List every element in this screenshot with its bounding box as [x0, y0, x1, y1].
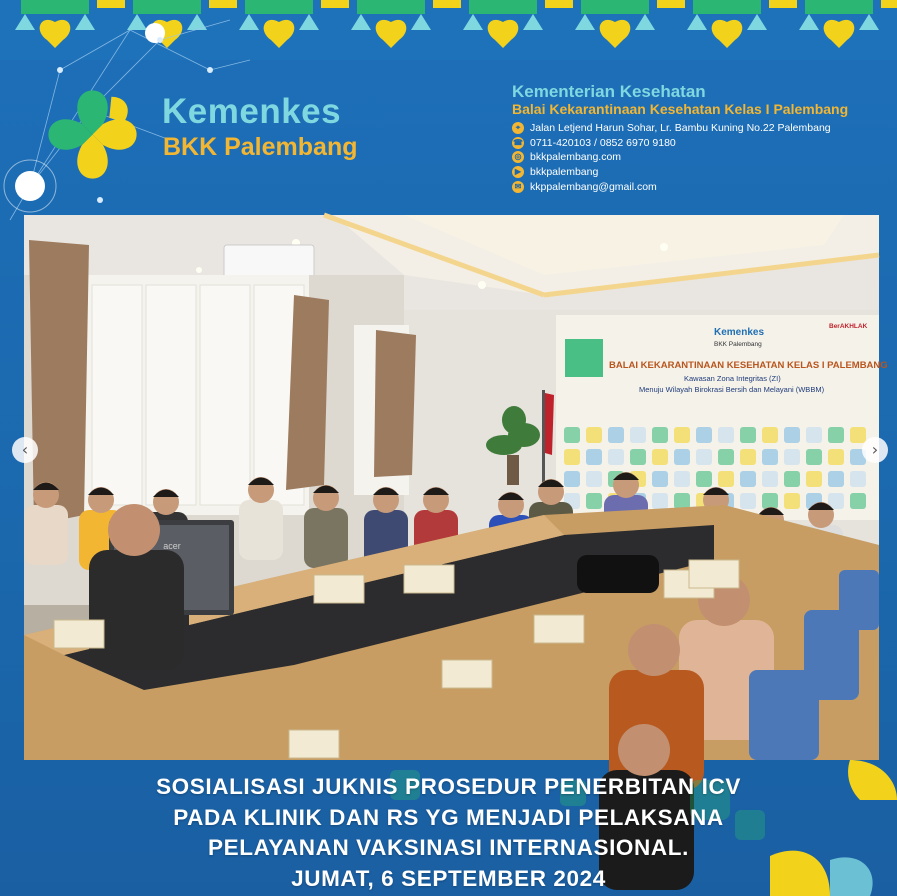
banner-line2: Menuju Wilayah Birokrasi Bersih dan Melayani (WBBM) [639, 385, 825, 394]
banner-tile [674, 427, 690, 443]
banner-tile [850, 493, 866, 509]
banner-tile [630, 427, 646, 443]
monitor-brand: acer [163, 541, 181, 551]
contact-address: ⌖ Jalan Letjend Harun Sohar, Lr. Bambu Kuning No.22 Palembang [512, 121, 831, 136]
banner-tile [696, 449, 712, 465]
phone-icon: ☎ [513, 137, 523, 147]
banner-tile [850, 471, 866, 487]
banner-tile [674, 449, 690, 465]
banner-tile [740, 449, 756, 465]
banner-tile [762, 427, 778, 443]
snack-box [534, 615, 584, 643]
banner-tile [696, 427, 712, 443]
snack-box [689, 560, 739, 588]
banner-tile [762, 471, 778, 487]
next-image-button[interactable]: › [862, 437, 888, 463]
banner-tile [608, 427, 624, 443]
prev-image-button[interactable]: ‹ [12, 437, 38, 463]
contact-website: ◎ bkkpalembang.com [512, 150, 831, 165]
banner-tile [740, 471, 756, 487]
caption-line-1: SOSIALISASI JUKNIS PROSEDUR PENERBITAN ICV [156, 774, 741, 799]
banner-tile [652, 427, 668, 443]
banner-tile [564, 427, 580, 443]
banner-tile [608, 449, 624, 465]
banner-tile [718, 427, 734, 443]
contact-youtube: ▶ bkkpalembang [512, 165, 831, 180]
banner-tile [652, 449, 668, 465]
banner-tile [784, 427, 800, 443]
ministry-name: Kementerian Kesehatan [512, 82, 706, 101]
banner-logo-text: Kemenkes [714, 327, 765, 338]
banner-tile [740, 493, 756, 509]
snack-box [54, 620, 104, 648]
snack-box [289, 730, 339, 758]
brand-unit: BKK Palembang [163, 133, 358, 161]
caption-line-4: JUMAT, 6 SEPTEMBER 2024 [291, 865, 606, 891]
snack-box [442, 660, 492, 688]
kemenkes-logo-icon [40, 82, 145, 187]
banner-tile [784, 449, 800, 465]
contact-phone: ☎ 0711-420103 / 0852 6970 9180 [513, 136, 676, 149]
banner-tile [674, 471, 690, 487]
banner-tile [784, 471, 800, 487]
banner-tile [762, 449, 778, 465]
snack-box [314, 575, 364, 603]
banner-tile [630, 449, 646, 465]
banner-tile [586, 493, 602, 509]
meeting-room-scene [24, 215, 888, 760]
contact-email: ✉ kkppalembang@gmail.com [512, 179, 831, 194]
youtube-icon: ▶ [512, 166, 524, 178]
banner-tile [828, 449, 844, 465]
banner-tile [828, 427, 844, 443]
contact-list [512, 121, 831, 194]
banner-badge: BerAKHLAK [829, 323, 868, 330]
banner-tile [850, 427, 866, 443]
banner-logo-sub: BKK Palembang [714, 341, 762, 348]
meeting-photo [21, 215, 888, 760]
banner-tile [828, 471, 844, 487]
banner-tile [586, 449, 602, 465]
banner-tile [696, 471, 712, 487]
banner-tile [806, 471, 822, 487]
banner-tile [718, 449, 734, 465]
banner-title: BALAI KEKARANTINAAN KESEHATAN KELAS I PALEMBANG [609, 360, 888, 371]
banner-tile [806, 449, 822, 465]
banner-tile [652, 471, 668, 487]
caption-line-3: PELAYANAN VAKSINASI INTERNASIONAL. [208, 835, 689, 860]
banner-tile [762, 493, 778, 509]
snack-box [404, 565, 454, 593]
location-icon: ⌖ [512, 122, 524, 134]
banner-tile [806, 427, 822, 443]
banner-tile [564, 449, 580, 465]
caption-line-2: PADA KLINIK DAN RS YG MENJADI PELAKSANA [173, 804, 724, 830]
banner-tile [652, 493, 668, 509]
banner-tile [674, 493, 690, 509]
caption [0, 772, 897, 894]
banner-tile [718, 471, 734, 487]
banner-tile [586, 427, 602, 443]
office-name: Balai Kekarantinaan Kesehatan Kelas I Palembang [512, 101, 849, 117]
songkok-cap [577, 555, 659, 593]
banner-line1: Kawasan Zona Integritas (ZI) [684, 374, 781, 383]
banner-tile [586, 471, 602, 487]
globe-icon: ◎ [512, 151, 524, 163]
brand-name: Kemenkes [162, 92, 342, 131]
banner-tile [784, 493, 800, 509]
banner-tile [564, 471, 580, 487]
banner-tile [740, 427, 756, 443]
email-icon: ✉ [512, 181, 524, 193]
